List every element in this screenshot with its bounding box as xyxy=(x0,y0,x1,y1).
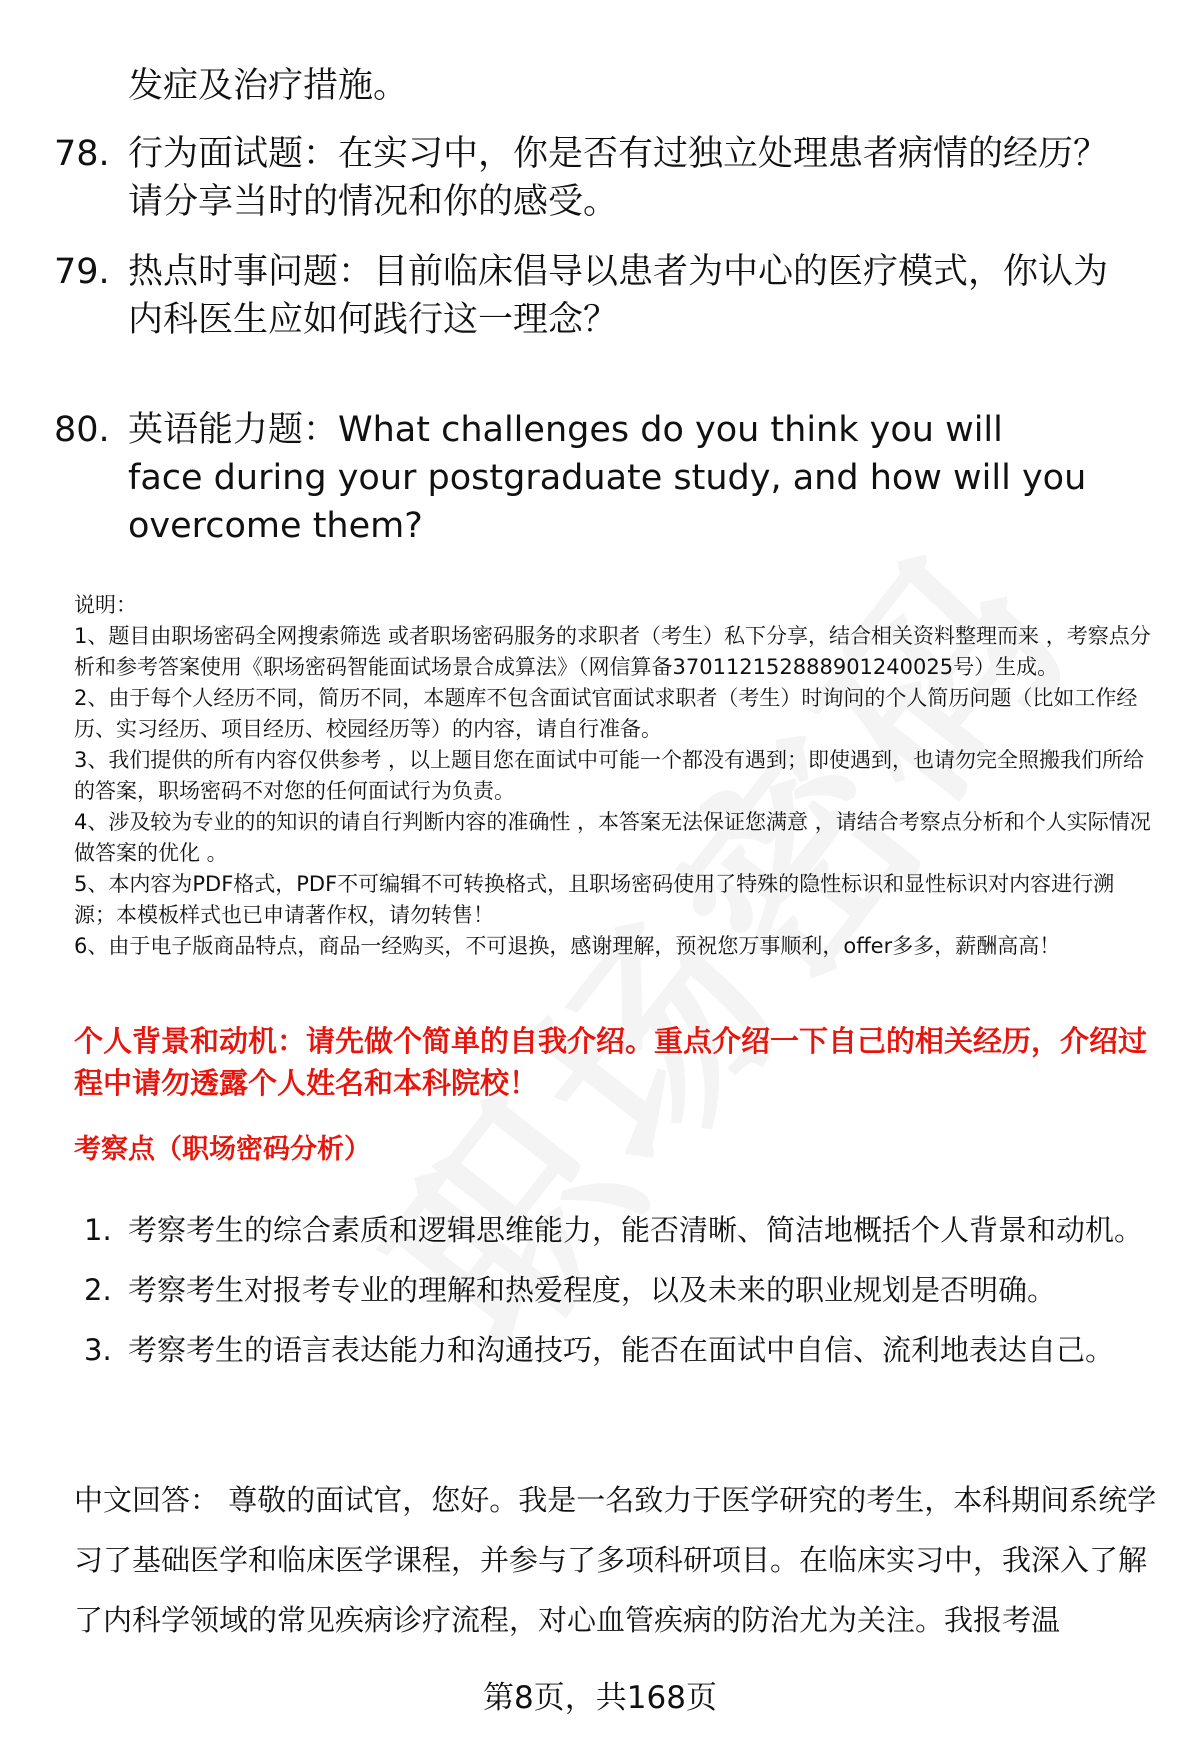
answer-text: 中文回答： 尊敬的面试官，您好。我是一名致力于医学研究的考生，本科期间系统学习了基础医学和临床医学课程，并参与了多项科研项目。在临床实习中，我深入了解了内科学领域的常见疾病诊疗流程，对心血管疾病的防治尤为关注。我报考温 xyxy=(74,1483,1157,1637)
analysis-point xyxy=(84,1320,1154,1380)
page-number: 第8页，共168页 xyxy=(483,1680,717,1716)
question-number: 78. xyxy=(54,134,110,174)
note-item: 2、由于每个人经历不同，简历不同，本题库不包含面试官面试求职者（考生）时询问的个人简历问题（比如工作经历、实习经历、项目经历、校园经历等）的内容，请自行准备。 xyxy=(74,686,1138,741)
note-item: 6、由于电子版商品特点，商品一经购买，不可退换，感谢理解，预祝您万事顺利，offer多多，薪酬高高！ xyxy=(74,934,1061,958)
answer-section xyxy=(74,1470,1164,1650)
note-item: 4、涉及较为专业的的知识的请自行判断内容的准确性 ，本答案无法保证您满意 ，请结合考察点分析和个人实际情况做答案的优化 。 xyxy=(74,810,1151,865)
analysis-point xyxy=(84,1260,1154,1320)
point-number: 2. xyxy=(84,1273,112,1307)
question-continuation: 发症及治疗措施。 xyxy=(128,66,409,106)
question-number: 80. xyxy=(54,410,110,450)
question-text: 热点时事问题：目前临床倡导以患者为中心的医疗模式，你认为内科医生应如何践行这一理念？ xyxy=(128,252,1109,340)
notes-section xyxy=(74,590,1154,962)
point-text: 考察考生的综合素质和逻辑思维能力，能否清晰、简洁地概括个人背景和动机。 xyxy=(128,1213,1144,1247)
section-question-title: 个人背景和动机：请先做个简单的自我介绍。重点介绍一下自己的相关经历，介绍过程中请勿透露个人姓名和本科院校！ xyxy=(74,1024,1148,1100)
note-item: 5、本内容为PDF格式，PDF不可编辑不可转换格式，且职场密码使用了特殊的隐性标识和显性标识对内容进行溯源；本模板样式也已申请著作权，请勿转售！ xyxy=(74,872,1115,927)
section-analysis-title: 考察点（职场密码分析） xyxy=(74,1134,371,1165)
note-item: 3、我们提供的所有内容仅供参考 ，以上题目您在面试中可能一个都没有遇到；即使遇到，也请勿完全照搬我们所给的答案，职场密码不对您的任何面试行为负责。 xyxy=(74,748,1145,803)
question-number: 79. xyxy=(54,252,110,292)
point-text: 考察考生的语言表达能力和沟通技巧，能否在面试中自信、流利地表达自己。 xyxy=(128,1333,1115,1367)
point-number: 1. xyxy=(84,1213,112,1247)
question-text: 行为面试题：在实习中，你是否有过独立处理患者病情的经历？请分享当时的情况和你的感受。 xyxy=(128,134,1109,222)
question-text: 英语能力题：What challenges do you think you will face during your postgraduate study, and how will you overcome them? xyxy=(128,410,1087,546)
notes-heading: 说明： xyxy=(74,593,137,617)
point-number: 3. xyxy=(84,1333,112,1367)
analysis-point xyxy=(84,1200,1154,1260)
note-item: 1、题目由职场密码全网搜索筛选 或者职场密码服务的求职者（考生）私下分享，结合相关资料整理而来 ，考察点分析和参考答案使用《职场密码智能面试场景合成算法》（网信算备370112152888901240025号）生成。 xyxy=(74,624,1151,679)
analysis-points xyxy=(84,1200,1154,1380)
point-text: 考察考生对报考专业的理解和热爱程度，以及未来的职业规划是否明确。 xyxy=(128,1273,1057,1307)
